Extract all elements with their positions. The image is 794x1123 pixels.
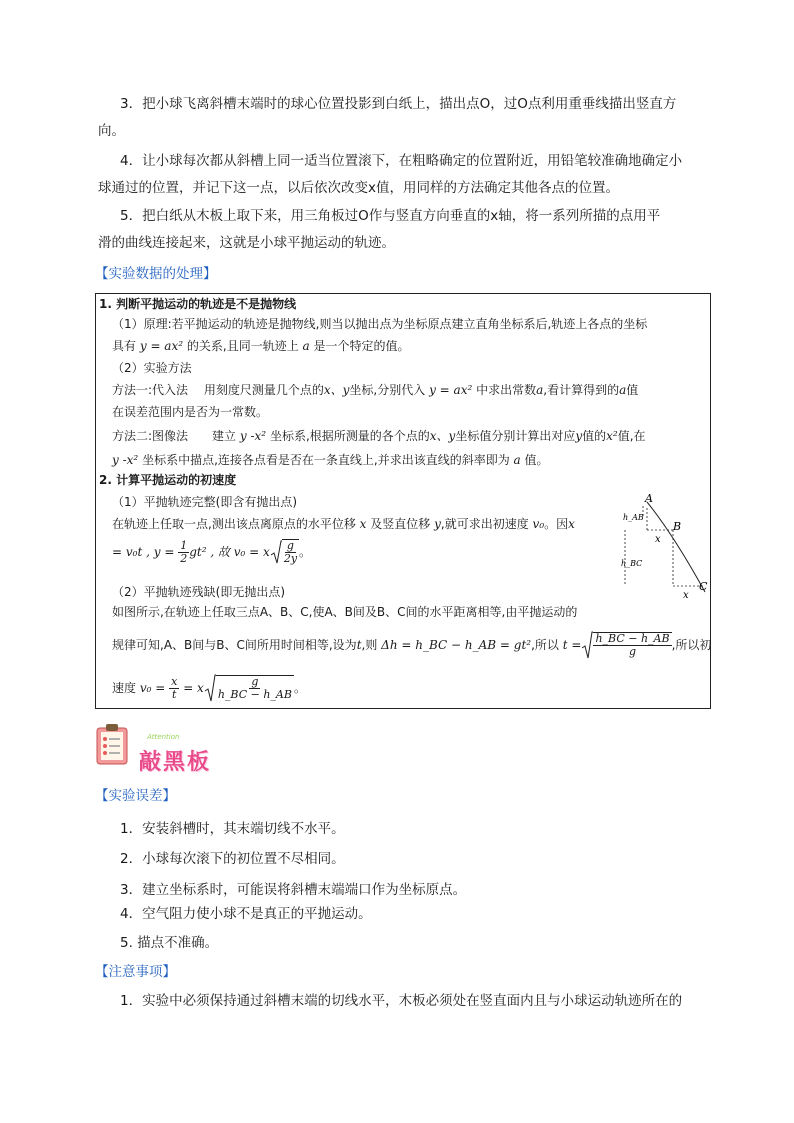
step-5-line-2: 滑的曲线连接起来，这就是小球平抛运动的轨迹。 bbox=[98, 235, 395, 251]
case-1-title: （1）平抛轨迹完整(即含有抛出点) bbox=[112, 495, 297, 509]
case-1-formula: = v₀t , y = $\frac{1}{2}$ gt² , 故 v₀ = x $\frac{g}{2y}$ 。 bbox=[112, 538, 312, 565]
x-label-1: x bbox=[655, 534, 661, 545]
case-2-line-3: 速度 v₀ = $\frac{x}{t}$ = x $\frac{g}{h\_BC - h\_AB}$ 。 bbox=[112, 674, 306, 701]
trajectory-figure bbox=[621, 494, 711, 604]
point-a-label: A bbox=[645, 494, 653, 505]
principle-line-1: （1）原理:若平抛运动的轨迹是抛物线,则当以抛出点为坐标原点建立直角坐标系后,轨迹上各点的坐标 bbox=[112, 317, 648, 331]
point-b-label: B bbox=[673, 520, 682, 533]
section-errors-title: 【实验误差】 bbox=[95, 788, 176, 804]
clipboard-icon bbox=[94, 722, 134, 768]
error-item: 2．小球每次滚下的初位置不尽相同。 bbox=[120, 851, 345, 867]
section-notes-title: 【注意事项】 bbox=[95, 964, 176, 980]
case-2-title: （2）平抛轨迹残缺(即无抛出点) bbox=[112, 585, 285, 599]
sqrt-icon bbox=[204, 673, 216, 703]
sqrt-fraction-v0: $\frac{g}{h\_BC - h\_AB}$ bbox=[217, 675, 292, 701]
error-item: 4．空气阻力使小球不是真正的平抛运动。 bbox=[120, 906, 372, 922]
sqrt-icon bbox=[581, 630, 593, 660]
data-processing-box bbox=[95, 293, 711, 709]
error-item: 3．建立坐标系时，可能误将斜槽末端端口作为坐标原点。 bbox=[120, 882, 467, 898]
case-2-line-2: 规律可知,A、B间与B、C间所用时间相等,设为 t ,则 Δh = h_BC − h_AB = gt² ,所以 t = $\frac{h\_BC - h\_AB}{g}$ ,所以初 bbox=[112, 632, 712, 658]
fraction-x-over-t: $\frac{x}{t}$ bbox=[171, 674, 178, 701]
section-data-title: 【实验数据的处理】 bbox=[95, 266, 217, 282]
sqrt-icon bbox=[270, 539, 282, 565]
box-heading-1: 1. 判断平抛运动的轨迹是不是抛物线 bbox=[99, 297, 297, 311]
method-1-line-2: 在误差范围内是否为一常数。 bbox=[112, 405, 269, 419]
box-heading-2: 2. 计算平抛运动的初速度 bbox=[99, 473, 237, 487]
badge-title: 敲黑板 bbox=[139, 750, 212, 775]
sqrt-fraction: $\frac{g}{2y}$ bbox=[283, 539, 298, 565]
x-label-2: x bbox=[683, 590, 689, 601]
step-4-line-1: 4．让小球每次都从斜槽上同一适当位置滚下，在粗略确定的位置附近，用铅笔较准确地确定小 bbox=[120, 153, 683, 169]
point-c-label: C bbox=[699, 580, 708, 593]
case-1-line-1: 在轨迹上任取一点,测出该点离原点的水平位移 x 及竖直位移 y,就可求出初速度 v₀。因x bbox=[112, 517, 575, 531]
step-5-line-1: 5．把白纸从木板上取下来，用三角板过O作与竖直方向垂直的x轴，将一系列所描的点用平 bbox=[120, 208, 661, 224]
h-ab-label: h_AB bbox=[623, 513, 644, 522]
step-3-line-1: 3．把小球飞离斜槽末端时的球心位置投影到白纸上，描出点O，过O点利用重垂线描出竖直方 bbox=[120, 96, 677, 112]
method-2-line-2: y -x² 坐标系中描点,连接各点看是否在一条直线上,并求出该直线的斜率即为 a 值。 bbox=[112, 453, 549, 467]
case-2-line-1: 如图所示,在轨迹上任取三点A、B、C,使A、B间及B、C间的水平距离相等,由平抛运动的 bbox=[112, 605, 578, 619]
step-3-line-2: 向。 bbox=[98, 123, 125, 139]
method-2-line-1: 方法二:图像法 建立 y -x² 坐标系,根据所测量的各个点的x、y坐标值分别计算出对应y值的x²值,在 bbox=[112, 429, 646, 443]
step-4-line-2: 球通过的位置，并记下这一点，以后依次改变x值，用同样的方法确定其他各点的位置。 bbox=[98, 180, 619, 196]
error-item: 1．安装斜槽时，其末端切线不水平。 bbox=[120, 821, 345, 837]
method-1-line-1: 方法一:代入法 用刻度尺测量几个点的x、y坐标,分别代入 y = ax² 中求出常数a,看计算得到的a值 bbox=[112, 383, 639, 397]
sqrt-fraction-t: $\frac{h\_BC - h\_AB}{g}$ bbox=[595, 632, 670, 658]
error-item: 5. 描点不准确。 bbox=[120, 935, 219, 951]
h-bc-label: h_BC bbox=[621, 559, 643, 568]
principle-line-2: 具有 y = ax² 的关系,且同一轨迹上 a 是一个特定的值。 bbox=[112, 339, 410, 353]
badge-subtitle: Attention bbox=[147, 733, 180, 741]
fraction-half: $\frac{1}{2}$ bbox=[180, 538, 188, 565]
note-1: 1．实验中必须保持通过斜槽末端的切线水平，木板必须处在竖直面内且与小球运动轨迹所在的 bbox=[120, 993, 683, 1009]
method-title: （2）实验方法 bbox=[112, 361, 192, 375]
